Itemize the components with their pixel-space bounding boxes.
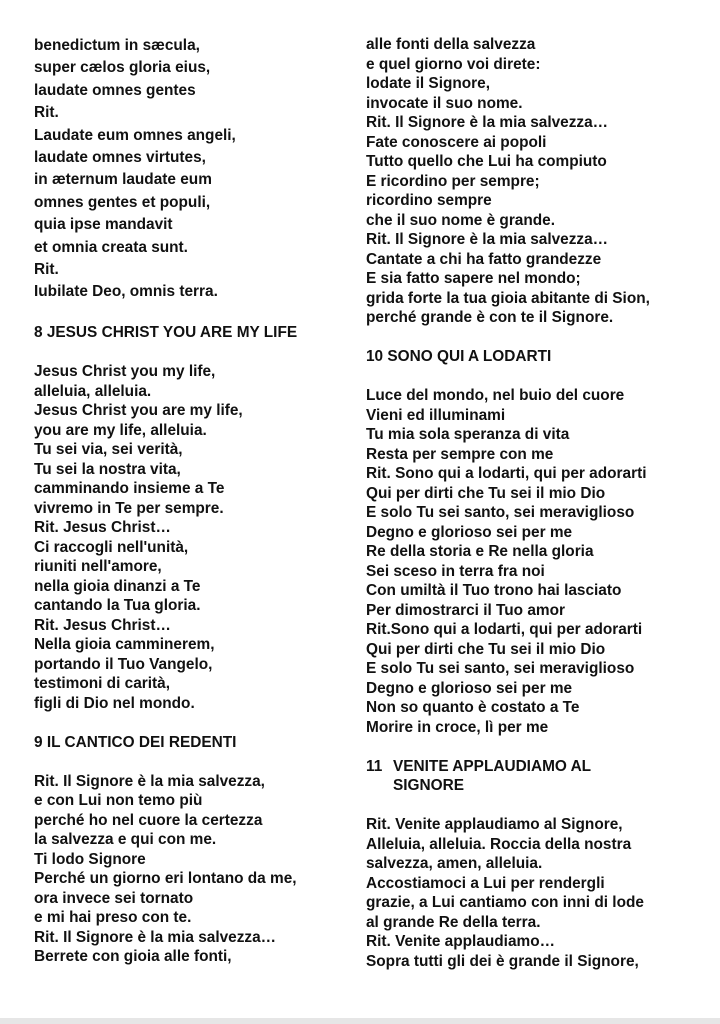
song-number: 11 (366, 757, 383, 775)
song-9-lyrics (34, 772, 354, 967)
lyric-line: Fate conoscere ai popoli (366, 133, 547, 151)
song-9-continuation (366, 35, 706, 328)
lyric-line: Iubilate Deo, omnis terra. (34, 283, 218, 301)
lyric-line: laudate omnes gentes (34, 81, 196, 99)
lyric-line: Tutto quello che Lui ha compiuto (366, 153, 607, 170)
lyric-line: Degno e glorioso sei per me (366, 523, 573, 541)
right-column (366, 35, 706, 971)
lyric-line: invocate il suo nome. (366, 94, 523, 112)
page-bottom-edge (0, 1018, 720, 1024)
lyric-line: Rit. Sono qui a lodarti, qui per adorarti (366, 465, 647, 482)
song-heading: 8 JESUS CHRIST YOU ARE MY LIFE (34, 324, 298, 342)
lyric-line: salvezza, amen, alleluia. (366, 855, 543, 872)
lyric-line: Sopra tutti gli dei è grande il Signore, (366, 952, 639, 970)
lyric-line: perché ho nel cuore la certezza (34, 811, 263, 829)
lyric-line: Laudate eum omnes angeli, (34, 126, 236, 144)
lyric-line: E ricordino per sempre; (366, 172, 540, 190)
lyric-line: Non so quanto è costato a Te (366, 699, 580, 716)
lyric-line: Ci raccogli nell'unità, (34, 538, 189, 556)
song-title-line: VENITE APPLAUDIAMO AL (393, 757, 592, 775)
lyric-line: Alleluia, alleluia. Roccia della nostra (366, 835, 632, 853)
lyric-line: Qui per dirti che Tu sei il mio Dio (366, 640, 606, 658)
song-heading: 10 SONO QUI A LODARTI (366, 348, 552, 365)
lyric-line: laudate omnes virtutes, (34, 148, 206, 166)
lyric-line: quia ipse mandavit (34, 216, 173, 234)
lyric-line: ricordino sempre (366, 192, 492, 209)
lyric-line: Re della storia e Re nella gloria (366, 543, 594, 560)
lyric-line: omnes gentes et populi, (34, 193, 211, 211)
lyric-line: Rit. Venite applaudiamo al Signore, (366, 816, 623, 833)
lyric-line: Rit. Jesus Christ… (34, 519, 171, 537)
lyric-line: you are my life, alleluia. (34, 421, 207, 439)
song-heading (366, 757, 706, 796)
lyric-line: grazie, a Lui cantiamo con inni di lode (366, 894, 644, 911)
lyric-line: Qui per dirti che Tu sei il mio Dio (366, 484, 606, 502)
lyric-line: Degno e glorioso sei per me (366, 679, 573, 697)
lyric-line: Nella gioia camminerem, (34, 636, 215, 654)
lyric-line: Vieni ed illuminami (366, 406, 506, 424)
latin-hymn-continuation (34, 35, 354, 304)
lyric-line: Rit. Il Signore è la mia salvezza… (34, 928, 277, 946)
lyric-line: Jesus Christ you are my life, (34, 402, 243, 420)
lyric-line: Accostiamoci a Lui per rendergli (366, 874, 605, 892)
lyric-line: cantando la Tua gloria. (34, 597, 201, 615)
lyric-line: Rit.Sono qui a lodarti, qui per adorarti (366, 621, 643, 638)
lyric-line: et omnia creata sunt. (34, 238, 188, 256)
lyric-line: Rit. Il Signore è la mia salvezza… (366, 231, 609, 248)
lyric-line: alle fonti della salvezza (366, 36, 536, 53)
lyric-line: Rit. (34, 104, 59, 122)
lyric-line: Tu sei la nostra vita, (34, 460, 181, 478)
lyric-line: vivremo in Te per sempre. (34, 499, 224, 517)
lyric-line: Tu mia sola speranza di vita (366, 426, 570, 443)
song-8-lyrics (34, 362, 354, 713)
lyric-line: Rit. Venite applaudiamo… (366, 933, 555, 950)
lyric-line: Resta per sempre con me (366, 445, 554, 463)
lyric-line: Per dimostrarci il Tuo amor (366, 601, 565, 619)
lyric-line: Sei sceso in terra fra noi (366, 562, 545, 580)
lyric-line: che il suo nome è grande. (366, 211, 556, 229)
lyric-line: grida forte la tua gioia abitante di Sion, (366, 289, 650, 307)
song-title-line: SIGNORE (393, 777, 464, 794)
lyric-line: in æternum laudate eum (34, 171, 212, 189)
lyric-line: Rit. Il Signore è la mia salvezza… (366, 114, 609, 131)
lyric-line: riuniti nell'amore, (34, 558, 162, 576)
lyric-line: la salvezza e qui con me. (34, 831, 217, 849)
lyric-line: nella gioia dinanzi a Te (34, 577, 201, 595)
lyric-line: E solo Tu sei santo, sei meraviglioso (366, 504, 635, 521)
lyric-line: figli di Dio nel mondo. (34, 694, 195, 712)
left-column (34, 35, 354, 967)
lyric-line: Jesus Christ you my life, (34, 363, 216, 381)
lyric-line: alleluia, alleluia. (34, 382, 152, 400)
song-10-lyrics (366, 386, 706, 737)
song-11-lyrics (366, 815, 706, 971)
lyric-line: lodate il Signore, (366, 75, 490, 92)
lyric-line: camminando insieme a Te (34, 480, 225, 498)
lyric-line: perché grande è con te il Signore. (366, 309, 614, 326)
lyric-line: Ti lodo Signore (34, 850, 146, 868)
lyric-line: portando il Tuo Vangelo, (34, 655, 213, 673)
lyric-line: Luce del mondo, nel buio del cuore (366, 387, 625, 404)
lyric-line: e quel giorno voi direte: (366, 55, 541, 73)
lyric-line: Cantate a chi ha fatto grandezze (366, 250, 602, 268)
lyric-line: Rit. Il Signore è la mia salvezza, (34, 772, 265, 790)
lyric-line: Morire in croce, lì per me (366, 718, 549, 736)
lyric-line: Con umiltà il Tuo trono hai lasciato (366, 582, 622, 599)
lyric-line: al grande Re della terra. (366, 913, 541, 931)
lyric-line: Perché un giorno eri lontano da me, (34, 870, 297, 888)
lyric-line: benedictum in sæcula, (34, 37, 200, 54)
lyric-line: e mi hai preso con te. (34, 909, 192, 927)
lyric-line: e con Lui non temo più (34, 792, 203, 810)
lyric-line: E solo Tu sei santo, sei meraviglioso (366, 660, 635, 677)
song-heading: 9 IL CANTICO DEI REDENTI (34, 733, 237, 751)
lyric-line: testimoni di carità, (34, 675, 170, 693)
lyric-line: Berrete con gioia alle fonti, (34, 948, 232, 966)
lyric-line: super cælos gloria eius, (34, 59, 211, 77)
lyric-line: ora invece sei tornato (34, 889, 194, 907)
lyric-line: E sia fatto sapere nel mondo; (366, 270, 581, 287)
lyric-line: Tu sei via, sei verità, (34, 441, 183, 459)
lyric-line: Rit. (34, 260, 59, 278)
lyric-line: Rit. Jesus Christ… (34, 616, 171, 634)
